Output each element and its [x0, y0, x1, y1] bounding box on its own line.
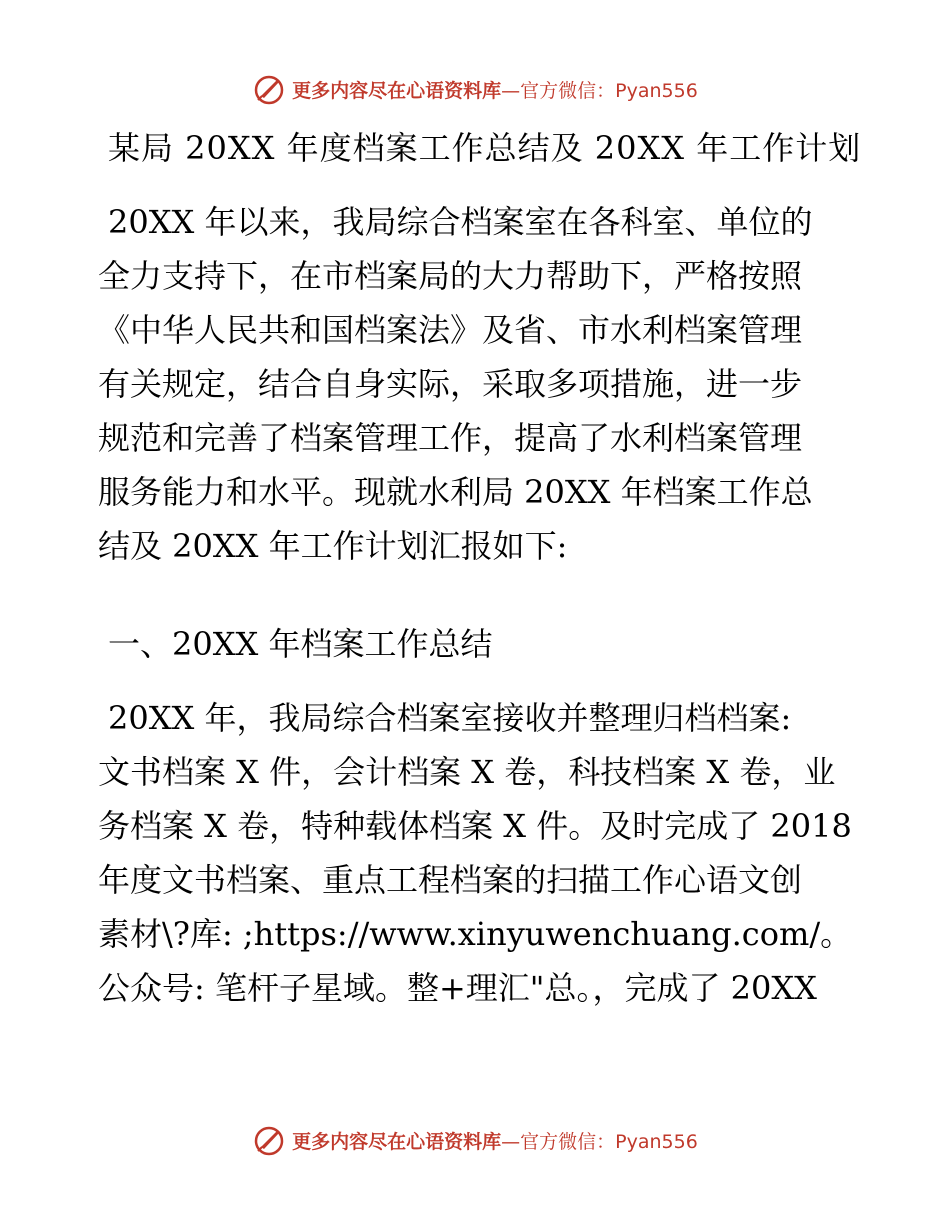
section-heading: 一、20XX 年档案工作总结 — [108, 625, 493, 663]
paragraph-line: 素材\?库: ;https://www.xinyuwenchuang.com/。 — [98, 915, 853, 953]
paragraph-line: 务档案 X 卷，特种载体档案 X 件。及时完成了 2018 — [98, 807, 852, 845]
footer-text — [292, 1127, 698, 1154]
page-header — [0, 72, 950, 106]
paragraph-line: 全力支持下，在市档案局的大力帮助下，严格按照 — [98, 257, 803, 295]
paragraph-line: 有关规定，结合自身实际，采取多项措施，进一步 — [98, 365, 803, 403]
paragraph-line: 年度文书档案、重点工程档案的扫描工作心语文创 — [98, 861, 803, 899]
footer-dash: — — [501, 1130, 521, 1153]
quill-logo-icon — [252, 1123, 286, 1157]
header-dash: — — [501, 79, 521, 102]
paragraph-line: 文书档案 X 件，会计档案 X 卷，科技档案 X 卷，业 — [98, 753, 836, 791]
paragraph-line: 规范和完善了档案管理工作，提高了水利档案管理 — [98, 419, 803, 457]
footer-slogan: 更多内容尽在心语资料库 — [292, 1130, 502, 1153]
quill-logo-icon — [252, 72, 286, 106]
paragraph-line: 《中华人民共和国档案法》及省、市水利档案管理 — [98, 311, 803, 349]
paragraph-line: 服务能力和水平。现就水利局 20XX 年档案工作总 — [98, 473, 813, 511]
page-footer — [0, 1123, 950, 1157]
paragraph-line: 公众号: 笔杆子星域。整+理汇"总。，完成了 20XX — [98, 969, 817, 1007]
paragraph-line: 20XX 年，我局综合档案室接收并整理归档档案: — [108, 699, 792, 737]
document-title: 某局 20XX 年度档案工作总结及 20XX 年工作计划 — [108, 129, 862, 167]
paragraph-line: 20XX 年以来，我局综合档案室在各科室、单位的 — [108, 203, 813, 241]
header-text — [292, 76, 698, 103]
footer-contact: 官方微信：Pyan556 — [520, 1130, 698, 1153]
header-slogan: 更多内容尽在心语资料库 — [292, 79, 502, 102]
header-contact: 官方微信：Pyan556 — [520, 79, 698, 102]
paragraph-line: 结及 20XX 年工作计划汇报如下: — [98, 527, 568, 565]
